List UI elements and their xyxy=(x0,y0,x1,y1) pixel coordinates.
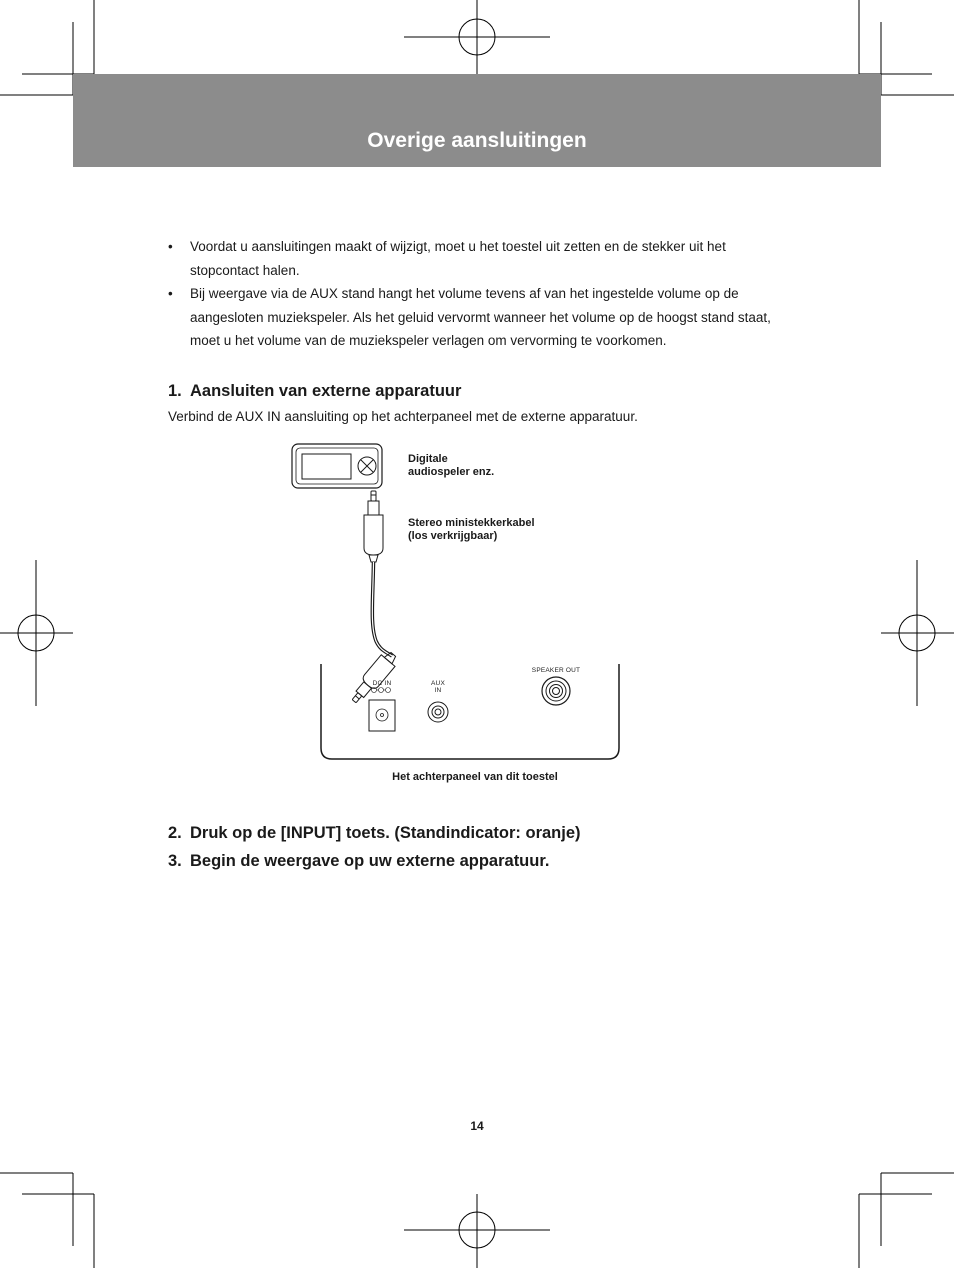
section-number: 1. xyxy=(168,382,182,400)
bullet: • xyxy=(168,239,173,254)
step-item xyxy=(168,822,581,844)
page-title: Overige aansluitingen xyxy=(367,129,587,152)
note-text: Voordat u aansluitingen maakt of wijzigt, moet u het toestel uit zetten en de stekker uit het stopcontact halen. xyxy=(190,239,726,278)
mini-plug-top xyxy=(364,491,383,562)
step-item xyxy=(168,850,549,872)
player-label: Digitale audiospeler enz. xyxy=(408,453,495,478)
section-title: Aansluiten van externe apparatuur xyxy=(190,382,462,400)
note-text: Bij weergave via de AUX stand hangt het volume tevens af van het ingestelde volume op de aangesloten muziekspeler. Als het geluid vervormt wanneer het volume op de hoogst stand staat, moet u het volume van de muziekspeler verlagen om vervorming te voorkomen. xyxy=(190,286,771,348)
dc-in-label: DC IN xyxy=(372,680,392,687)
step-text: Begin de weergave op uw externe apparatuur. xyxy=(190,852,550,870)
bullet: • xyxy=(168,286,173,301)
panel-caption: Het achterpaneel van dit toestel xyxy=(392,771,558,783)
cable-label: Stereo ministekkerkabel (los verkrijgbaar) xyxy=(408,517,535,542)
step-number: 2. xyxy=(168,824,182,842)
page-number: 14 xyxy=(470,1119,484,1133)
mini-plug-bottom xyxy=(347,649,400,707)
step-number: 3. xyxy=(168,852,182,870)
section-text: Verbind de AUX IN aansluiting op het achterpaneel met de externe apparatuur. xyxy=(168,409,638,424)
aux-in-label: AUX IN xyxy=(431,680,445,694)
speaker-out-label: SPEAKER OUT xyxy=(531,667,581,674)
step-text: Druk op de [INPUT] toets. (Standindicator: oranje) xyxy=(190,824,581,842)
rear-panel-illustration xyxy=(321,664,619,759)
stereo-cable xyxy=(372,562,392,656)
audio-player-illustration xyxy=(292,444,382,488)
